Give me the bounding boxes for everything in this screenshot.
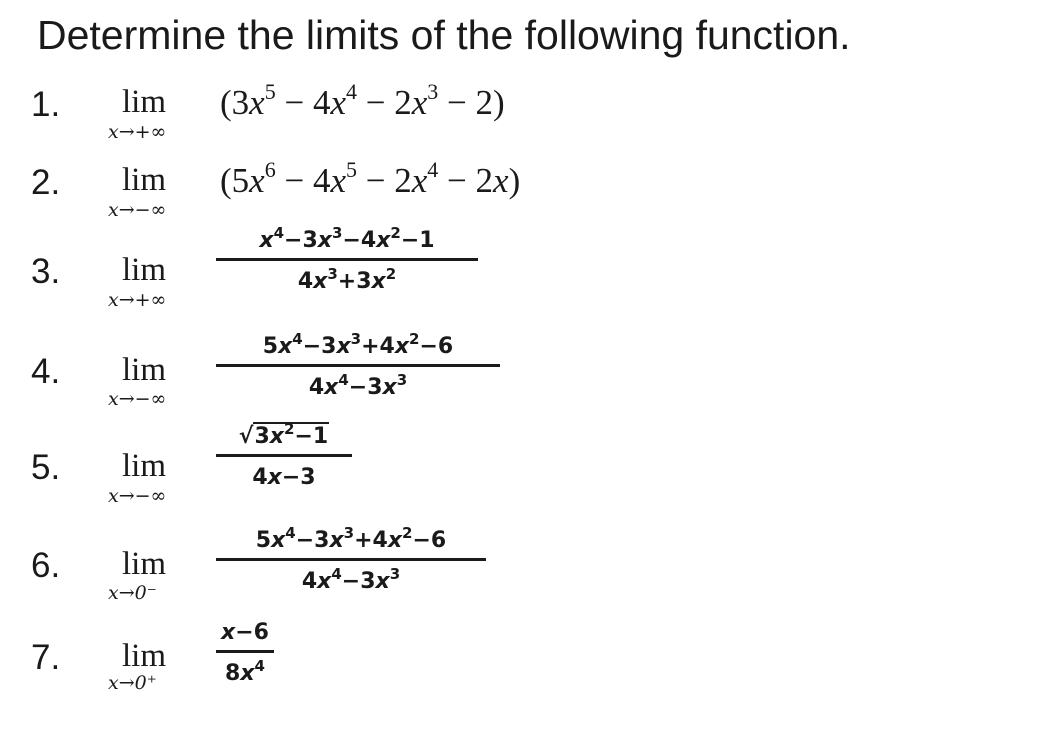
- limit-expression: $(5x^6 - 4x^5 - 2x^4 - 2x)$: [220, 157, 521, 200]
- limit-operator: lim: [122, 352, 167, 388]
- fraction: [216, 224, 478, 295]
- fraction: [216, 620, 274, 687]
- page-title: Determine the limits of the following function.: [37, 12, 851, 58]
- fraction-bar: [216, 364, 500, 367]
- limit-expression: $(3x^5 - 4x^4 - 2x^3 - 2)$: [220, 79, 505, 122]
- limit-subscript: x→0⁻: [108, 582, 157, 604]
- limit-operator: lim: [122, 252, 167, 288]
- denominator: $8x^4$: [225, 657, 265, 686]
- problem-number: 2.: [31, 163, 61, 202]
- fraction: [216, 524, 486, 595]
- limit-subscript: x→+∞: [108, 121, 167, 143]
- problem-number: 6.: [31, 546, 61, 585]
- problem-number: 4.: [31, 352, 61, 391]
- sqrt-radicand: $3x^2-1$: [254, 420, 329, 449]
- numerator: $5x^4-3x^3+4x^2-6$: [255, 524, 447, 553]
- fraction: [216, 330, 500, 401]
- problem-number: 7.: [31, 638, 61, 677]
- problem-number: 1.: [31, 85, 61, 124]
- problem-number: 5.: [31, 448, 61, 487]
- denominator: 4x−3: [252, 465, 316, 490]
- limit-operator: lim: [122, 638, 167, 674]
- limit-operator: lim: [122, 546, 167, 582]
- numerator: $5x^4-3x^3+4x^2-6$: [262, 330, 454, 359]
- problem-5: [0, 420, 1038, 507]
- denominator: $4x^3+3x^2$: [297, 265, 397, 294]
- problem-7: [0, 620, 1038, 700]
- limit-operator: lim: [122, 448, 167, 484]
- limit-subscript: x→+∞: [108, 289, 167, 311]
- fraction-bar: [216, 258, 478, 261]
- limit-operator: lim: [122, 84, 167, 120]
- denominator: $4x^4-3x^3$: [308, 371, 408, 400]
- denominator: $4x^4-3x^3$: [301, 565, 401, 594]
- fraction-bar: [216, 454, 352, 457]
- limit-subscript: x→−∞: [108, 485, 167, 507]
- problem-number: 3.: [31, 252, 61, 291]
- problem-4: [0, 330, 1038, 410]
- numerator: $x^4-3x^3-4x^2-1$: [259, 224, 435, 253]
- fraction-bar: [216, 558, 486, 561]
- numerator: x−6: [221, 620, 269, 645]
- limit-subscript: x→−∞: [108, 388, 167, 410]
- limit-operator: lim: [122, 162, 167, 198]
- numerator: $√3x^2-1$: [238, 420, 329, 449]
- fraction: [216, 420, 352, 491]
- problem-6: [0, 524, 1038, 604]
- limit-subscript: x→−∞: [108, 199, 167, 221]
- limit-subscript: x→0⁺: [108, 672, 157, 694]
- problem-1: [0, 80, 1038, 160]
- fraction-bar: [216, 650, 274, 653]
- problem-3: [0, 224, 1038, 311]
